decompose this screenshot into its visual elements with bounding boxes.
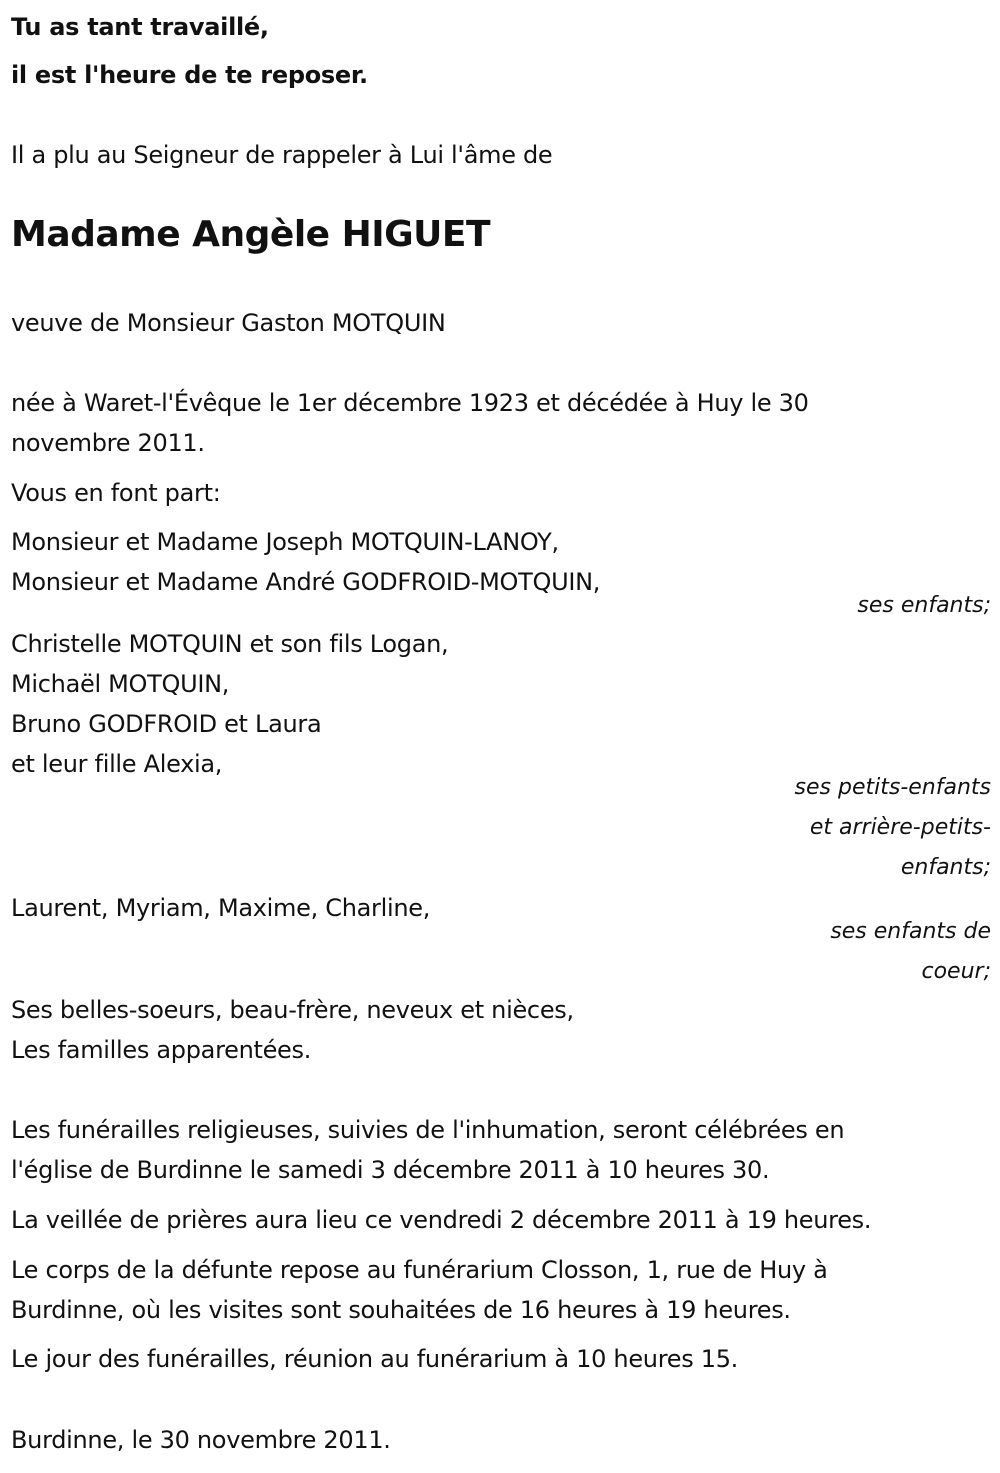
relation-label: coeur; [921, 959, 991, 984]
announcement-intro: Vous en font part: [11, 479, 221, 507]
relation-label: ses enfants de [830, 919, 991, 944]
meeting-line: Le jour des funérailles, réunion au funérarium à 10 heures 15. [11, 1345, 739, 1373]
family-member: et leur fille Alexia, [11, 750, 223, 778]
family-member: Les familles apparentées. [11, 1036, 312, 1064]
rest-line-2: Burdinne, où les visites sont souhaitées de 16 heures à 19 heures. [11, 1296, 791, 1324]
intro-text: Il a plu au Seigneur de rappeler à Lui l'âme de [11, 141, 553, 169]
family-member: Monsieur et Madame Joseph MOTQUIN-LANOY, [11, 528, 559, 556]
rest-line-1: Le corps de la défunte repose au funérarium Closson, 1, rue de Huy à [11, 1256, 828, 1284]
birth-death-line-2: novembre 2011. [11, 429, 205, 457]
ceremony-line-1: Les funérailles religieuses, suivies de l'inhumation, seront célébrées en [11, 1116, 845, 1144]
relation-label: et arrière-petits- [809, 815, 991, 840]
ceremony-line-2: l'église de Burdinne le samedi 3 décembre 2011 à 10 heures 30. [11, 1156, 770, 1184]
spouse-line: veuve de Monsieur Gaston MOTQUIN [11, 309, 446, 337]
family-member: Monsieur et Madame André GODFROID-MOTQUIN, [11, 568, 601, 596]
relation-label: ses petits-enfants [794, 775, 991, 800]
header-verse-line-2: il est l'heure de te reposer. [11, 61, 368, 89]
birth-death-line-1: née à Waret-l'Évêque le 1er décembre 1923 et décédée à Huy le 30 [11, 389, 809, 417]
header-verse-line-1: Tu as tant travaillé, [11, 13, 269, 41]
relation-label: ses enfants; [857, 593, 991, 618]
family-member: Ses belles-soeurs, beau-frère, neveux et nièces, [11, 996, 574, 1024]
family-member: Laurent, Myriam, Maxime, Charline, [11, 894, 431, 922]
relation-label: enfants; [900, 855, 991, 880]
deceased-name: Madame Angèle HIGUET [11, 214, 491, 255]
closing-place-date: Burdinne, le 30 novembre 2011. [11, 1426, 391, 1454]
family-member: Michaël MOTQUIN, [11, 670, 230, 698]
vigil-line: La veillée de prières aura lieu ce vendredi 2 décembre 2011 à 19 heures. [11, 1206, 872, 1234]
family-member: Christelle MOTQUIN et son fils Logan, [11, 630, 449, 658]
family-member: Bruno GODFROID et Laura [11, 710, 322, 738]
